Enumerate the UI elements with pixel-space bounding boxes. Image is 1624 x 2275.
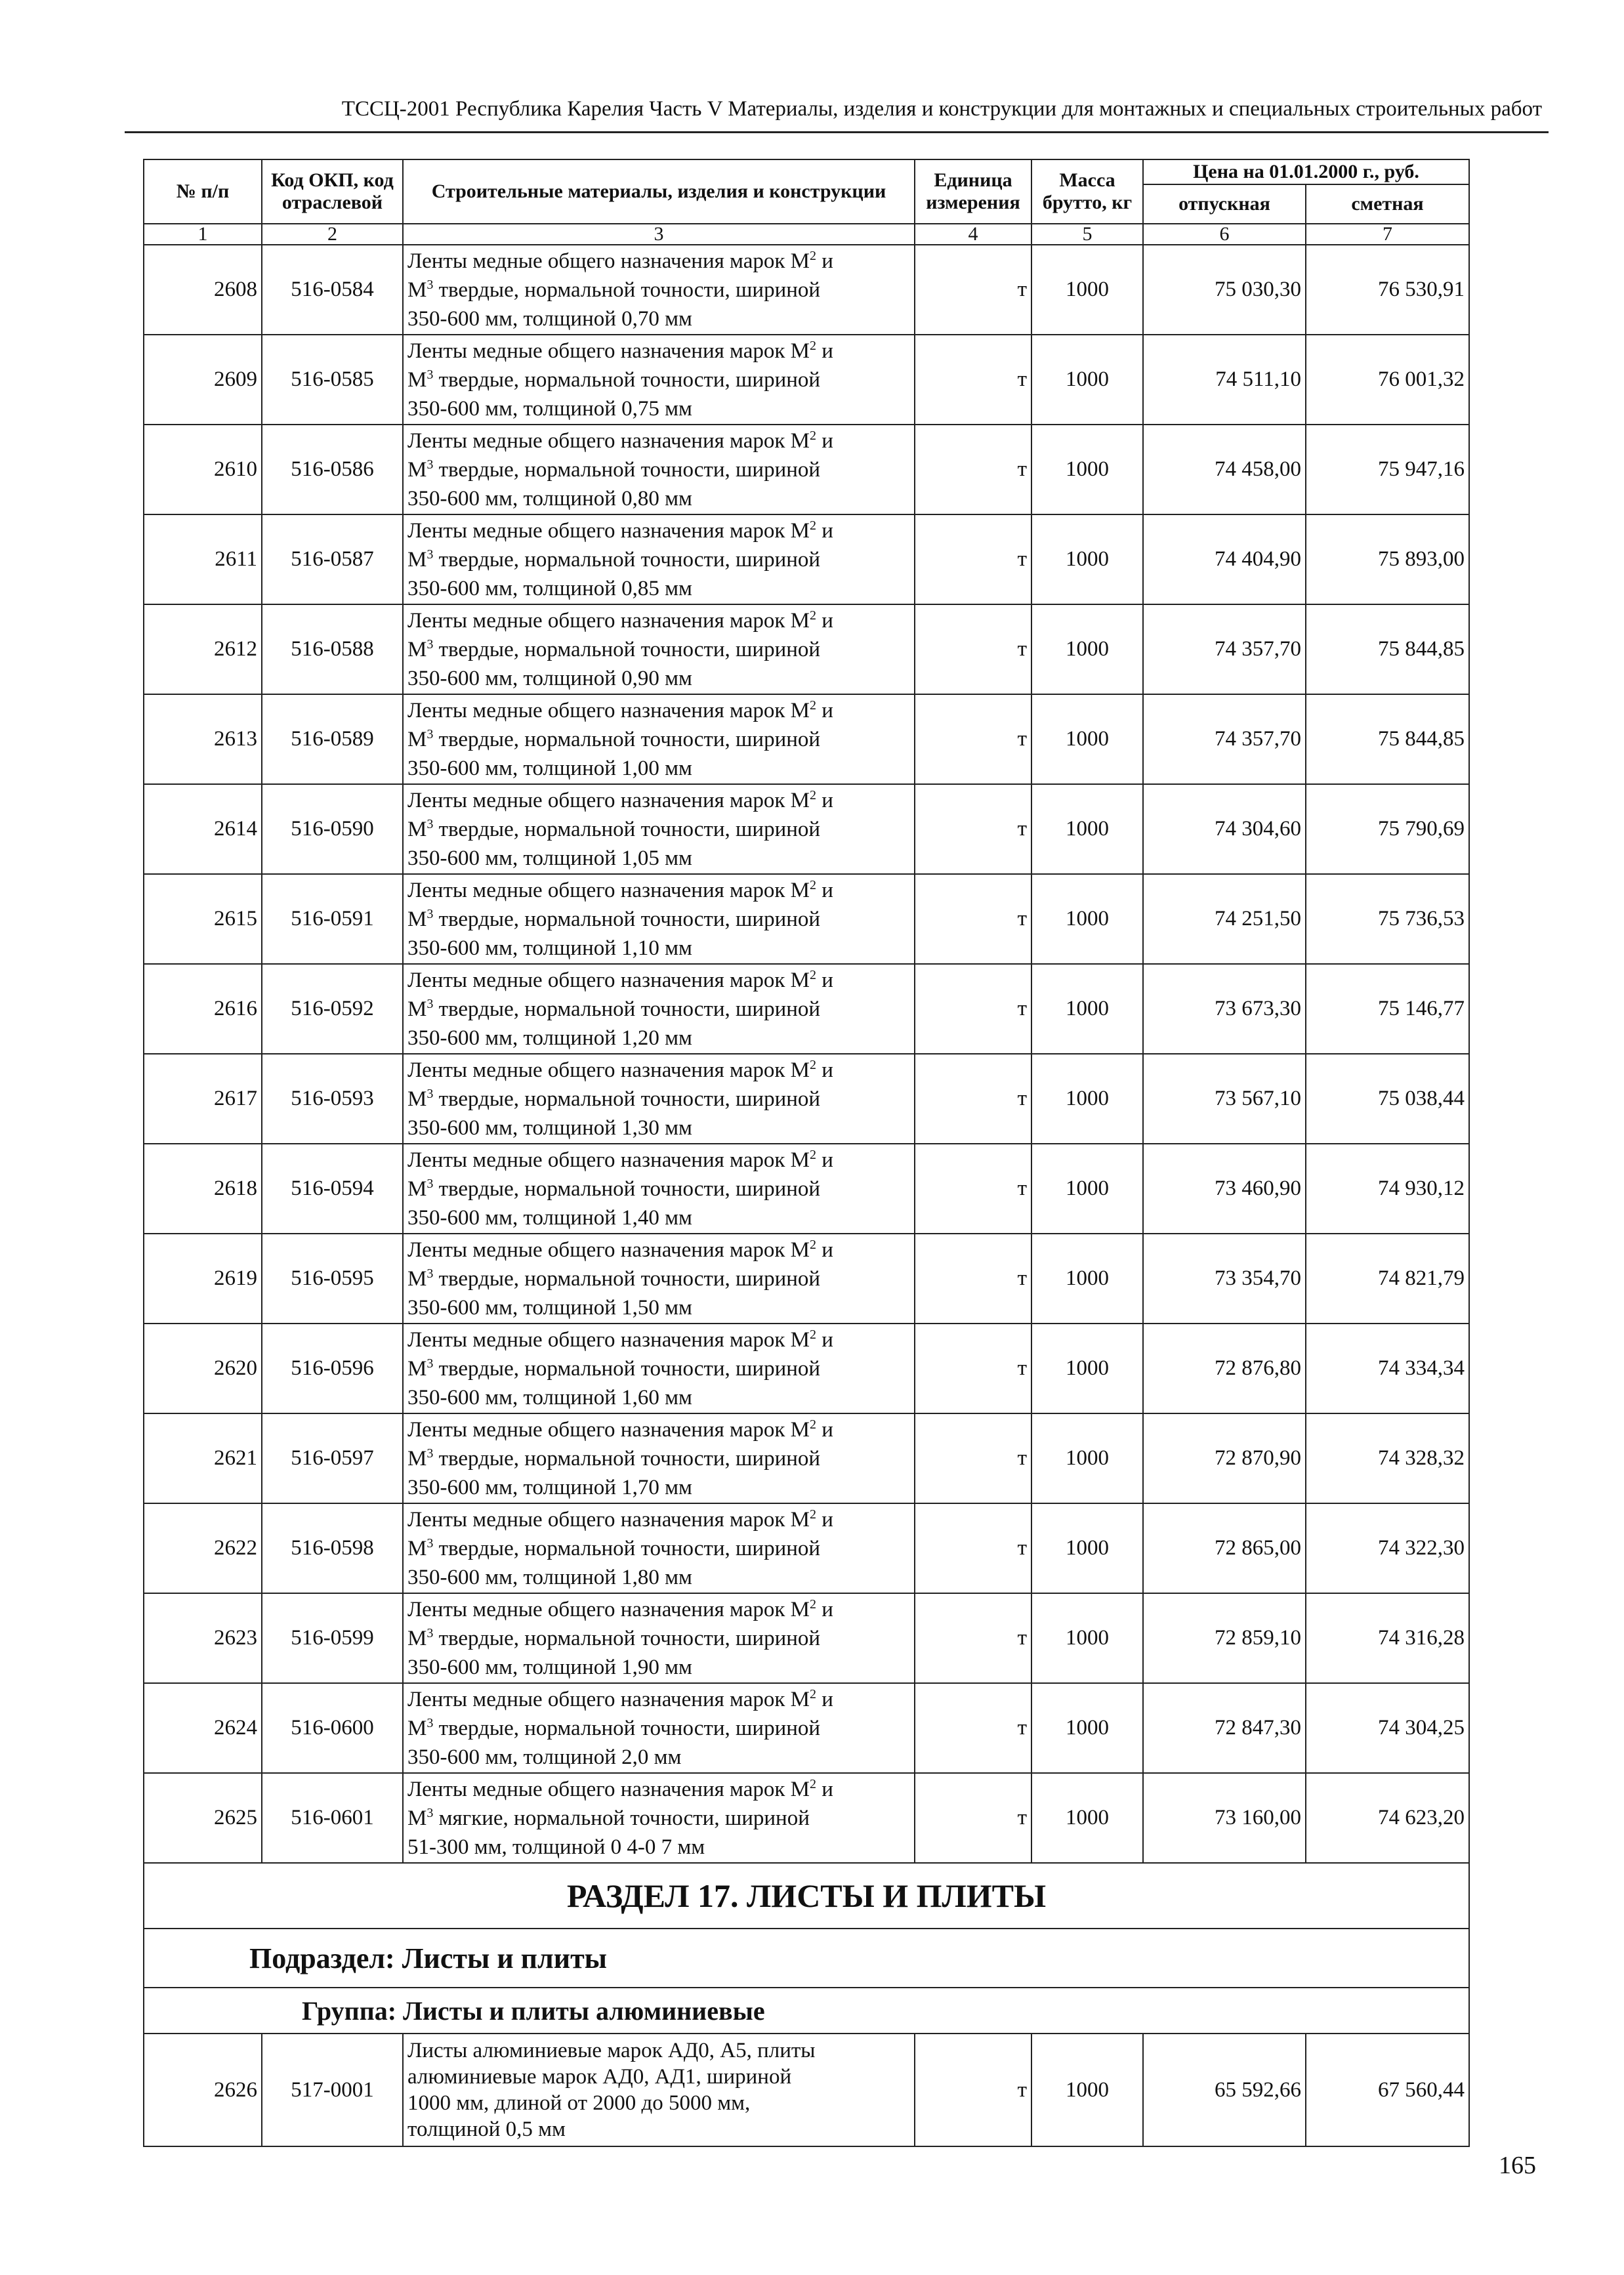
row-price-release: 73 567,10 xyxy=(1143,1054,1306,1144)
row-mass: 1000 xyxy=(1031,784,1143,874)
row-description: Ленты медные общего назначения марок $М^2$ и $М^3$ твердые, нормальной точности, шириной 350-600 мм, толщиной 1,30 мм xyxy=(403,1054,915,1144)
row-description: Листы алюминиевые марок АД0, А5, плиты алюминиевые марок АД0, АД1, шириной 1000 мм, длиной от 2000 до 5000 мм, толщиной 0,5 мм xyxy=(403,2034,915,2146)
table-row xyxy=(144,514,1469,604)
row-number: 2610 xyxy=(144,425,262,514)
row-number: 2625 xyxy=(144,1773,262,1863)
row-number: 2619 xyxy=(144,1234,262,1324)
row-unit: т xyxy=(915,425,1031,514)
col-header-desc: Строительные материалы, изделия и конструкции xyxy=(403,159,915,224)
row-price-estimate: 75 947,16 xyxy=(1306,425,1469,514)
row-mass: 1000 xyxy=(1031,245,1143,335)
row-code: 517-0001 xyxy=(262,2034,403,2146)
row-description: Ленты медные общего назначения марок $М^2$ и $М^3$ мягкие, нормальной точности, шириной 51-300 мм, толщиной 0 4-0 7 мм xyxy=(403,1773,915,1863)
row-mass: 1000 xyxy=(1031,335,1143,425)
row-number: 2620 xyxy=(144,1324,262,1413)
row-code: 516-0598 xyxy=(262,1503,403,1593)
row-description: Ленты медные общего назначения марок $М^2$ и $М^3$ твердые, нормальной точности, шириной 350-600 мм, толщиной 0,85 мм xyxy=(403,514,915,604)
row-code: 516-0590 xyxy=(262,784,403,874)
row-price-release: 74 251,50 xyxy=(1143,874,1306,964)
row-mass: 1000 xyxy=(1031,1234,1143,1324)
column-number-row xyxy=(144,224,1469,245)
row-price-estimate: 75 736,53 xyxy=(1306,874,1469,964)
row-price-estimate: 75 844,85 xyxy=(1306,604,1469,694)
table-row xyxy=(144,694,1469,784)
row-price-estimate: 74 930,12 xyxy=(1306,1144,1469,1234)
table-row xyxy=(144,784,1469,874)
row-code: 516-0599 xyxy=(262,1593,403,1683)
row-unit: т xyxy=(915,874,1031,964)
row-code: 516-0584 xyxy=(262,245,403,335)
row-mass: 1000 xyxy=(1031,1144,1143,1234)
row-unit: т xyxy=(915,2034,1031,2146)
row-unit: т xyxy=(915,245,1031,335)
row-number: 2626 xyxy=(144,2034,262,2146)
row-number: 2623 xyxy=(144,1593,262,1683)
table-row xyxy=(144,604,1469,694)
row-price-estimate: 74 304,25 xyxy=(1306,1683,1469,1773)
row-price-estimate: 75 844,85 xyxy=(1306,694,1469,784)
row-unit: т xyxy=(915,784,1031,874)
row-number: 2613 xyxy=(144,694,262,784)
row-number: 2618 xyxy=(144,1144,262,1234)
row-unit: т xyxy=(915,1324,1031,1413)
row-code: 516-0587 xyxy=(262,514,403,604)
row-unit: т xyxy=(915,1503,1031,1593)
row-unit: т xyxy=(915,1413,1031,1503)
row-unit: т xyxy=(915,1773,1031,1863)
row-description: Ленты медные общего назначения марок $М^2$ и $М^3$ твердые, нормальной точности, шириной 350-600 мм, толщиной 1,50 мм xyxy=(403,1234,915,1324)
row-price-release: 73 354,70 xyxy=(1143,1234,1306,1324)
row-mass: 1000 xyxy=(1031,964,1143,1054)
row-mass: 1000 xyxy=(1031,1683,1143,1773)
col-header-code: Код ОКП, код отраслевой xyxy=(262,159,403,224)
row-price-release: 72 876,80 xyxy=(1143,1324,1306,1413)
row-price-release: 74 404,90 xyxy=(1143,514,1306,604)
row-unit: т xyxy=(915,694,1031,784)
row-unit: т xyxy=(915,1593,1031,1683)
row-description: Ленты медные общего назначения марок $М^2$ и $М^3$ твердые, нормальной точности, шириной 350-600 мм, толщиной 1,60 мм xyxy=(403,1324,915,1413)
table-row xyxy=(144,1503,1469,1593)
table-row xyxy=(144,1144,1469,1234)
table-row xyxy=(144,964,1469,1054)
column-number: 1 xyxy=(144,224,262,245)
row-number: 2615 xyxy=(144,874,262,964)
row-number: 2617 xyxy=(144,1054,262,1144)
row-price-release: 75 030,30 xyxy=(1143,245,1306,335)
row-price-release: 73 160,00 xyxy=(1143,1773,1306,1863)
row-unit: т xyxy=(915,335,1031,425)
row-unit: т xyxy=(915,964,1031,1054)
col-header-num: № п/п xyxy=(144,159,262,224)
row-price-estimate: 75 038,44 xyxy=(1306,1054,1469,1144)
row-mass: 1000 xyxy=(1031,1324,1143,1413)
row-price-release: 74 458,00 xyxy=(1143,425,1306,514)
table-body xyxy=(144,245,1469,1863)
row-mass: 1000 xyxy=(1031,694,1143,784)
row-unit: т xyxy=(915,1683,1031,1773)
table-row xyxy=(144,1593,1469,1683)
row-mass: 1000 xyxy=(1031,1413,1143,1503)
row-price-estimate: 74 334,34 xyxy=(1306,1324,1469,1413)
row-price-estimate: 75 893,00 xyxy=(1306,514,1469,604)
row-number: 2622 xyxy=(144,1503,262,1593)
row-price-estimate: 74 821,79 xyxy=(1306,1234,1469,1324)
row-unit: т xyxy=(915,604,1031,694)
table-row xyxy=(144,425,1469,514)
col-header-unit: Единица измерения xyxy=(915,159,1031,224)
row-unit: т xyxy=(915,1144,1031,1234)
row-price-estimate: 74 316,28 xyxy=(1306,1593,1469,1683)
row-code: 516-0591 xyxy=(262,874,403,964)
row-price-release: 74 511,10 xyxy=(1143,335,1306,425)
row-code: 516-0593 xyxy=(262,1054,403,1144)
header-rule xyxy=(125,131,1549,133)
row-mass: 1000 xyxy=(1031,425,1143,514)
column-number: 5 xyxy=(1031,224,1143,245)
row-description: Ленты медные общего назначения марок $М^2$ и $М^3$ твердые, нормальной точности, шириной 350-600 мм, толщиной 1,20 мм xyxy=(403,964,915,1054)
table-row xyxy=(144,1234,1469,1324)
row-description: Ленты медные общего назначения марок $М^2$ и $М^3$ твердые, нормальной точности, шириной 350-600 мм, толщиной 1,40 мм xyxy=(403,1144,915,1234)
row-price-release: 65 592,66 xyxy=(1143,2034,1306,2146)
row-code: 516-0588 xyxy=(262,604,403,694)
row-code: 516-0596 xyxy=(262,1324,403,1413)
subsection-title: Подраздел: Листы и плиты xyxy=(144,1929,1469,1988)
row-code: 516-0594 xyxy=(262,1144,403,1234)
row-code: 516-0585 xyxy=(262,335,403,425)
row-price-estimate: 74 623,20 xyxy=(1306,1773,1469,1863)
row-code: 516-0586 xyxy=(262,425,403,514)
row-price-release: 74 357,70 xyxy=(1143,604,1306,694)
row-price-estimate: 76 001,32 xyxy=(1306,335,1469,425)
row-code: 516-0597 xyxy=(262,1413,403,1503)
row-price-estimate: 75 790,69 xyxy=(1306,784,1469,874)
row-code: 516-0595 xyxy=(262,1234,403,1324)
row-mass: 1000 xyxy=(1031,1773,1143,1863)
row-description: Ленты медные общего назначения марок $М^2$ и $М^3$ твердые, нормальной точности, шириной 350-600 мм, толщиной 0,70 мм xyxy=(403,245,915,335)
row-description: Ленты медные общего назначения марок $М^2$ и $М^3$ твердые, нормальной точности, шириной 350-600 мм, толщиной 1,00 мм xyxy=(403,694,915,784)
running-header: ТССЦ-2001 Республика Карелия Часть V Материалы, изделия и конструкции для монтажных и специальных строительных работ xyxy=(341,97,1542,121)
row-mass: 1000 xyxy=(1031,1503,1143,1593)
row-code: 516-0600 xyxy=(262,1683,403,1773)
table-row xyxy=(144,1054,1469,1144)
col-header-price-estimate: сметная xyxy=(1306,184,1469,224)
row-price-release: 74 304,60 xyxy=(1143,784,1306,874)
row-mass: 1000 xyxy=(1031,2034,1143,2146)
column-number: 2 xyxy=(262,224,403,245)
row-mass: 1000 xyxy=(1031,604,1143,694)
column-number: 3 xyxy=(403,224,915,245)
table-row xyxy=(144,1413,1469,1503)
row-price-release: 73 460,90 xyxy=(1143,1144,1306,1234)
col-header-price-group: Цена на 01.01.2000 г., руб. xyxy=(1143,159,1469,184)
col-header-mass: Масса брутто, кг xyxy=(1031,159,1143,224)
row-price-estimate: 75 146,77 xyxy=(1306,964,1469,1054)
row-number: 2624 xyxy=(144,1683,262,1773)
row-code: 516-0592 xyxy=(262,964,403,1054)
row-price-release: 74 357,70 xyxy=(1143,694,1306,784)
row-code: 516-0601 xyxy=(262,1773,403,1863)
table-row xyxy=(144,1324,1469,1413)
row-number: 2614 xyxy=(144,784,262,874)
row-description: Ленты медные общего назначения марок $М^2$ и $М^3$ твердые, нормальной точности, шириной 350-600 мм, толщиной 1,10 мм xyxy=(403,874,915,964)
price-table xyxy=(143,159,1470,2147)
table-row xyxy=(144,1683,1469,1773)
row-number: 2608 xyxy=(144,245,262,335)
row-unit: т xyxy=(915,1054,1031,1144)
table-row xyxy=(144,1773,1469,1863)
row-description: Ленты медные общего назначения марок $М^2$ и $М^3$ твердые, нормальной точности, шириной 350-600 мм, толщиной 1,70 мм xyxy=(403,1413,915,1503)
table-row xyxy=(144,2034,1469,2146)
table-row xyxy=(144,335,1469,425)
row-price-estimate: 74 322,30 xyxy=(1306,1503,1469,1593)
column-number: 4 xyxy=(915,224,1031,245)
row-number: 2609 xyxy=(144,335,262,425)
row-price-release: 72 865,00 xyxy=(1143,1503,1306,1593)
row-code: 516-0589 xyxy=(262,694,403,784)
row-number: 2611 xyxy=(144,514,262,604)
row-description: Ленты медные общего назначения марок $М^2$ и $М^3$ твердые, нормальной точности, шириной 350-600 мм, толщиной 2,0 мм xyxy=(403,1683,915,1773)
row-description: Ленты медные общего назначения марок $М^2$ и $М^3$ твердые, нормальной точности, шириной 350-600 мм, толщиной 0,75 мм xyxy=(403,335,915,425)
column-number: 6 xyxy=(1143,224,1306,245)
row-description: Ленты медные общего назначения марок $М^2$ и $М^3$ твердые, нормальной точности, шириной 350-600 мм, толщиной 0,90 мм xyxy=(403,604,915,694)
row-mass: 1000 xyxy=(1031,514,1143,604)
row-number: 2621 xyxy=(144,1413,262,1503)
row-price-release: 72 859,10 xyxy=(1143,1593,1306,1683)
column-number: 7 xyxy=(1306,224,1469,245)
group-title: Группа: Листы и плиты алюминиевые xyxy=(144,1988,1469,2034)
row-unit: т xyxy=(915,1234,1031,1324)
row-number: 2616 xyxy=(144,964,262,1054)
col-header-price-release: отпускная xyxy=(1143,184,1306,224)
row-description: Ленты медные общего назначения марок $М^2$ и $М^3$ твердые, нормальной точности, шириной 350-600 мм, толщиной 1,80 мм xyxy=(403,1503,915,1593)
row-price-estimate: 74 328,32 xyxy=(1306,1413,1469,1503)
row-description: Ленты медные общего назначения марок $М^2$ и $М^3$ твердые, нормальной точности, шириной 350-600 мм, толщиной 0,80 мм xyxy=(403,425,915,514)
row-description: Ленты медные общего назначения марок $М^2$ и $М^3$ твердые, нормальной точности, шириной 350-600 мм, толщиной 1,05 мм xyxy=(403,784,915,874)
table-row xyxy=(144,874,1469,964)
section-title: РАЗДЕЛ 17. ЛИСТЫ И ПЛИТЫ xyxy=(144,1863,1469,1929)
row-price-release: 72 847,30 xyxy=(1143,1683,1306,1773)
row-price-release: 73 673,30 xyxy=(1143,964,1306,1054)
page-number: 165 xyxy=(1499,2152,1536,2179)
row-unit: т xyxy=(915,514,1031,604)
row-mass: 1000 xyxy=(1031,1593,1143,1683)
row-description: Ленты медные общего назначения марок $М^2$ и $М^3$ твердые, нормальной точности, шириной 350-600 мм, толщиной 1,90 мм xyxy=(403,1593,915,1683)
row-price-estimate: 76 530,91 xyxy=(1306,245,1469,335)
row-price-estimate: 67 560,44 xyxy=(1306,2034,1469,2146)
table-row xyxy=(144,245,1469,335)
row-mass: 1000 xyxy=(1031,1054,1143,1144)
row-price-release: 72 870,90 xyxy=(1143,1413,1306,1503)
row-mass: 1000 xyxy=(1031,874,1143,964)
row-number: 2612 xyxy=(144,604,262,694)
